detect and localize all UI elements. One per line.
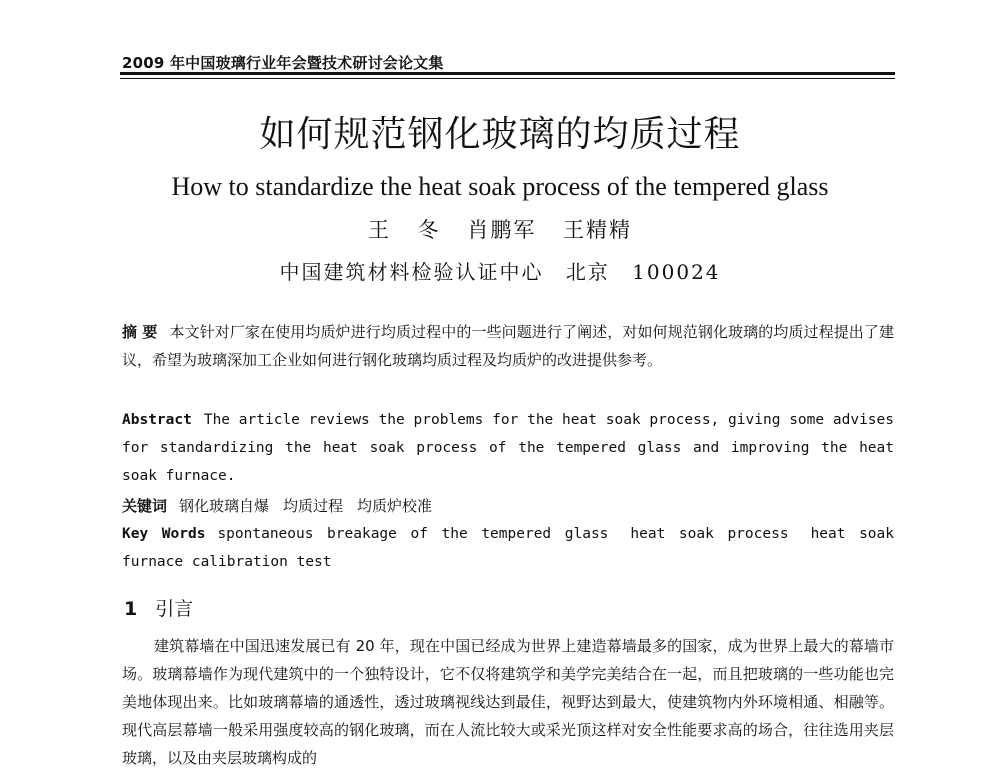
running-header: 2009 年中国玻璃行业年会暨技术研讨会论文集: [122, 54, 444, 72]
author-list: 王 冬 肖鹏军 王精精: [367, 218, 633, 242]
section-heading: [124, 594, 193, 621]
abstract-english-label: Abstract: [122, 412, 192, 428]
keywords-english-label: Key Words: [122, 526, 206, 542]
keyword-term: 均质炉校准: [357, 497, 433, 515]
keyword-term: spontaneous breakage of the tempered glass: [217, 526, 609, 542]
keyword-term: heat soak process: [630, 526, 789, 542]
header-rule-thin: [120, 78, 895, 79]
keyword-term: heat soak furnace calibration test: [122, 526, 894, 570]
abstract-chinese: [122, 318, 894, 374]
paper-title-chinese: 如何规范钢化玻璃的均质过程: [259, 114, 741, 155]
keywords-chinese: [122, 492, 894, 520]
header-rule-thick: [120, 72, 895, 75]
paper-title-english: How to standardize the heat soak process of the tempered glass: [171, 172, 829, 201]
section-body-paragraph: 建筑幕墙在中国迅速发展已有 20 年，现在中国已经成为世界上建造幕墙最多的国家，成为世界上最大的幕墙市场。玻璃幕墙作为现代建筑中的一个独特设计，它不仅将建筑学和美学完美结合在一起，而且把玻璃的一些功能也完美地体现出来。比如玻璃幕墙的通透性，透过玻璃视线达到最佳，视野达到最大，使建筑物内外环境相通、相融等。现代高层幕墙一般采用强度较高的钢化玻璃，而在人流比较大或采光顶这样对安全性能要求高的场合，往往选用夹层玻璃，以及由夹层玻璃构成的: [122, 637, 894, 767]
keyword-term: 均质过程: [283, 497, 344, 515]
abstract-english-text: The article reviews the problems for the heat soak process, giving some advises for standardizing the heat soak process of the tempered glass and improving the heat soak furnace.: [122, 412, 894, 484]
keywords-chinese-label: 关键词: [122, 497, 168, 515]
keywords-english: [122, 520, 894, 576]
abstract-chinese-label: 摘 要: [122, 323, 158, 341]
abstract-chinese-text: 本文针对厂家在使用均质炉进行均质过程中的一些问题进行了阐述，对如何规范钢化玻璃的均质过程提出了建议，希望为玻璃深加工企业如何进行钢化玻璃均质过程及均质炉的改进提供参考。: [122, 323, 894, 369]
abstract-english: [122, 406, 894, 490]
keyword-term: 钢化玻璃自爆: [179, 497, 270, 515]
author-affiliation: 中国建筑材料检验认证中心 北京 100024: [279, 260, 721, 284]
section-title: 引言: [155, 598, 194, 620]
section-number: 1: [124, 598, 138, 620]
